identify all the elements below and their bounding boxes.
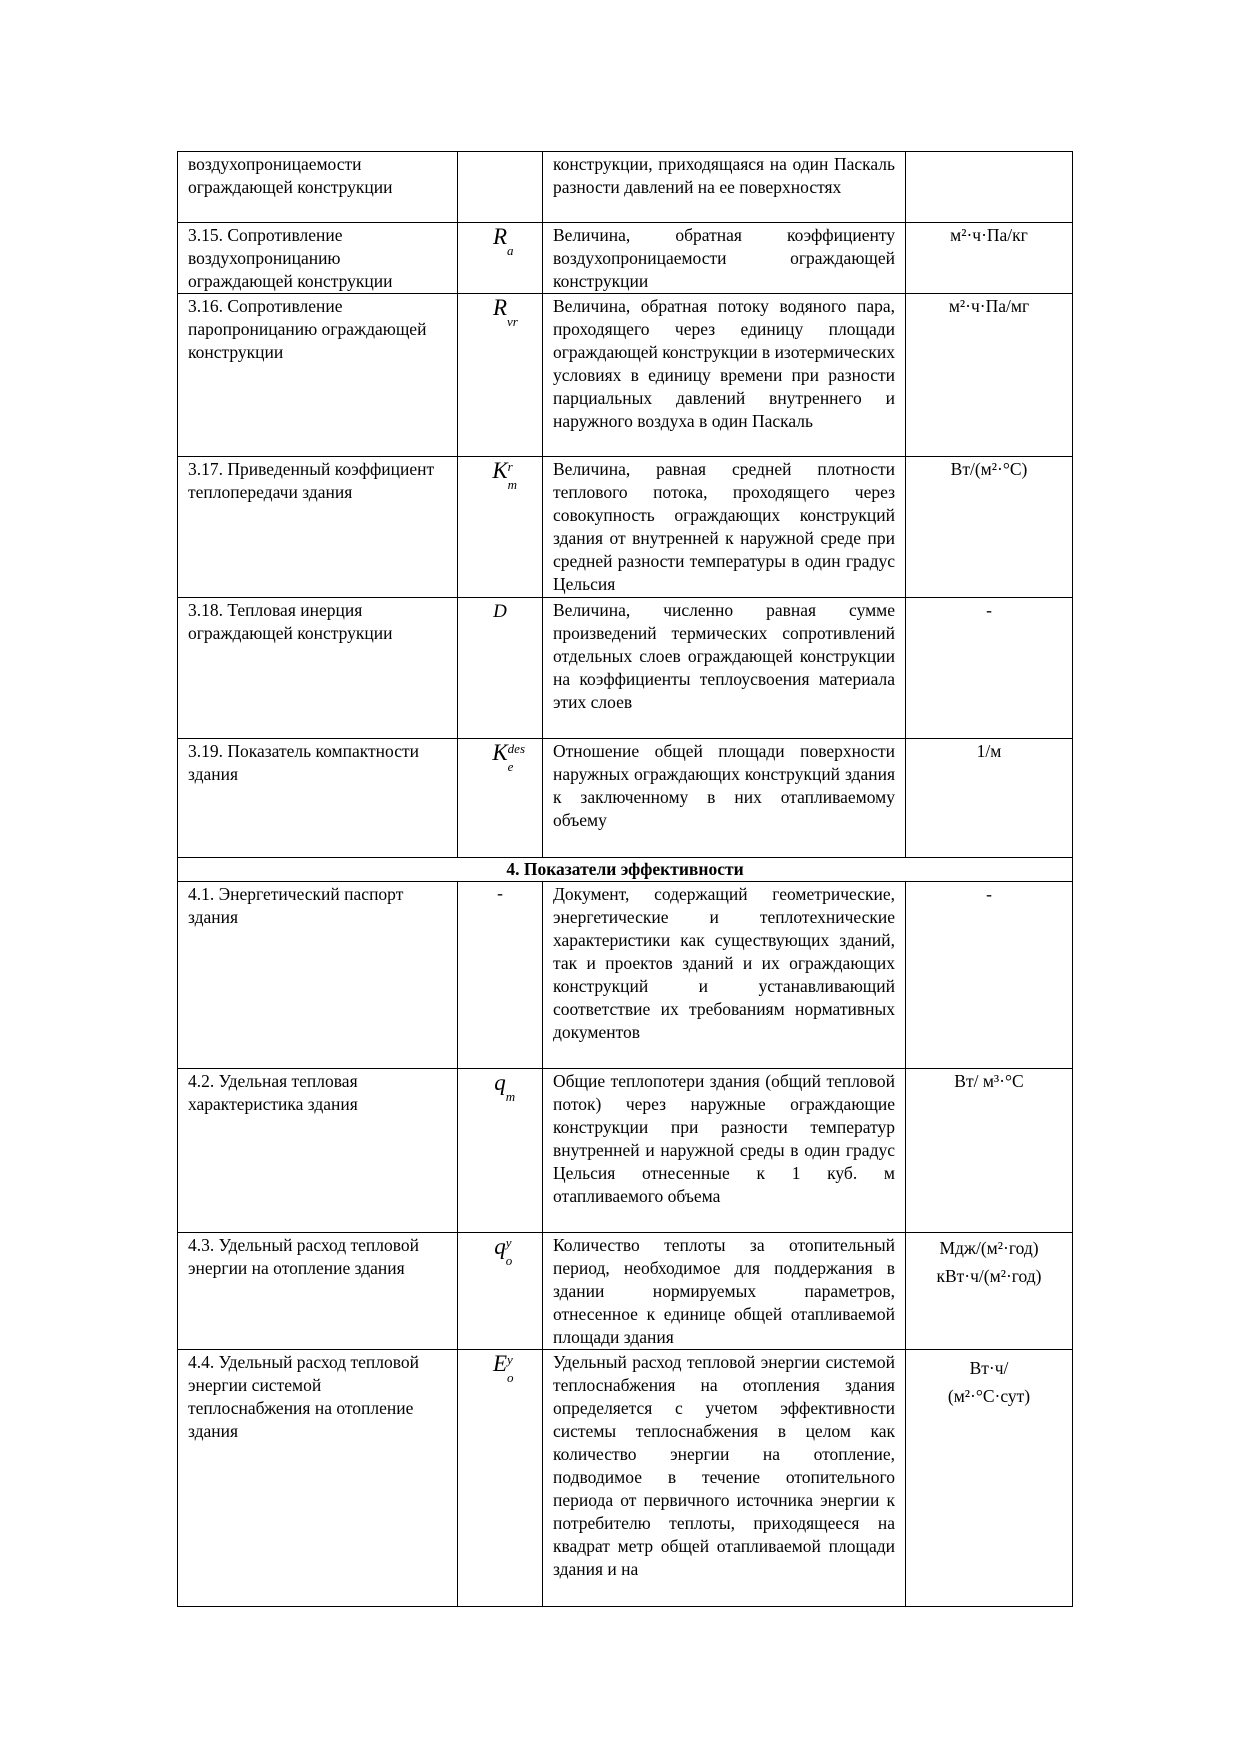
symbol-sub: vr — [507, 314, 518, 329]
term-cell: 3.17. Приведенный коэффициент теплопередачи здания — [178, 457, 458, 598]
term-cell: 3.19. Показатель компактности здания — [178, 739, 458, 858]
unit-line: кВт·ч/(м²·год) — [936, 1266, 1042, 1286]
definition-cell: Величина, обратная потоку водяного пара, проходящего через единицу площади ограждающей конструкции в изотермических условиях в единицу времени при разности парциальных давлений внутреннего и наружного воздуха в один Паскаль — [543, 294, 906, 457]
table-row — [178, 223, 1073, 294]
symbol-base: q — [494, 1234, 506, 1259]
symbol-sup: r — [507, 459, 513, 474]
symbol-cell — [458, 598, 543, 739]
definition-cell: Общие теплопотери здания (общий тепловой поток) через наружные ограждающие конструкции при разности температур внутренней и наружной среды в один градус Цельсия отнесенные к 1 куб. м отапливаемого объема — [543, 1069, 906, 1233]
unit-line: Мдж/(м²·год) — [939, 1238, 1039, 1258]
symbol-cell — [458, 152, 543, 223]
term-cell: 3.18. Тепловая инерция ограждающей конструкции — [178, 598, 458, 739]
symbol-cell: - — [458, 882, 543, 1069]
symbol-cell — [458, 1233, 543, 1350]
unit-cell: Вт/(м²·°С) — [906, 457, 1073, 598]
table-row — [178, 294, 1073, 457]
unit-cell: м²·ч·Па/мг — [906, 294, 1073, 457]
section-header-row — [178, 858, 1073, 882]
table-row — [178, 457, 1073, 598]
unit-cell: - — [906, 882, 1073, 1069]
symbol-sub: o — [507, 1370, 514, 1385]
symbol-base: E — [492, 1351, 508, 1376]
symbol — [492, 458, 518, 492]
symbol: D — [493, 601, 507, 622]
term-cell: 4.3. Удельный расход тепловой энергии на отопление здания — [178, 1233, 458, 1350]
symbol-cell — [458, 739, 543, 858]
table-row — [178, 882, 1073, 1069]
unit-cell — [906, 152, 1073, 223]
definition-cell: Удельный расход тепловой энергии системой теплоснабжения на отопления здания определяется с учетом эффективности системы теплоснабжения в целом как количество энергии на отопление, подводимое в течение отопительного периода от первичного источника энергии к потребителю теплоты, приходящееся на квадрат метр общей отапливаемой площади здания и на — [543, 1350, 906, 1607]
definition-cell: Документ, содержащий геометрические, энергетические и теплотехнические характеристики как существующих зданий, так и проектов зданий и их ограждающих конструкций и устанавливающий соответствие их требованиям нормативных документов — [543, 882, 906, 1069]
symbol-sub: o — [505, 1253, 513, 1268]
unit-line: (м²·°С·сут) — [947, 1386, 1031, 1406]
table-row — [178, 598, 1073, 739]
term-cell: 4.2. Удельная тепловая характеристика здания — [178, 1069, 458, 1233]
symbol — [492, 740, 526, 774]
table-row — [178, 1350, 1073, 1607]
symbol-sub: m — [507, 477, 518, 492]
symbol — [492, 224, 514, 258]
symbol-cell — [458, 294, 543, 457]
definition-cell: Количество теплоты за отопительный период, необходимое для поддержания в здании нормируемых параметров, отнесенное к единице общей отапливаемой площади здания — [543, 1233, 906, 1350]
unit-cell: - — [906, 598, 1073, 739]
symbol-sub: e — [507, 759, 514, 774]
unit-line: Вт·ч/ — [969, 1358, 1009, 1378]
definition-cell: Величина, равная средней плотности теплового потока, проходящего через совокупность ограждающих конструкций здания от внутренней к наружной среде при средней разности температуры в один градус Цельсия — [543, 457, 906, 598]
symbol-base: K — [492, 458, 508, 483]
definition-cell: Отношение общей площади поверхности наружных ограждающих конструкций здания к заключенному в них отапливаемому объему — [543, 739, 906, 858]
symbol-cell — [458, 457, 543, 598]
symbol — [492, 295, 518, 329]
symbol-cell — [458, 223, 543, 294]
term-cell: 4.4. Удельный расход тепловой энергии системой теплоснабжения на отопление здания — [178, 1350, 458, 1607]
symbol-base: K — [492, 740, 508, 765]
table-row — [178, 1233, 1073, 1350]
symbol-sub: m — [505, 1089, 516, 1104]
unit-cell — [906, 1233, 1073, 1350]
symbol — [492, 1351, 514, 1385]
term-cell: 3.16. Сопротивление паропроницанию ограждающей конструкции — [178, 294, 458, 457]
symbol-base: R — [492, 295, 508, 320]
symbol — [494, 1234, 513, 1268]
definition-cell: Величина, численно равная сумме произведений термических сопротивлений отдельных слоев ограждающей конструкции на коэффициенты теплоусвоения материала этих слоев — [543, 598, 906, 739]
definition-cell: конструкции, приходящаяся на один Паскаль разности давлений на ее поверхностях — [543, 152, 906, 223]
symbol — [494, 1070, 516, 1104]
unit-cell: Вт/ м³·°С — [906, 1069, 1073, 1233]
definitions-table — [177, 151, 1073, 1607]
table-row — [178, 739, 1073, 858]
term-cell: воздухопроницаемости ограждающей конструкции — [178, 152, 458, 223]
symbol-sup: y — [507, 1352, 513, 1367]
symbol-sub: a — [507, 243, 514, 258]
symbol-base: q — [494, 1070, 506, 1095]
definition-cell: Величина, обратная коэффициенту воздухопроницаемости ограждающей конструкции — [543, 223, 906, 294]
term-cell: 4.1. Энергетический паспорт здания — [178, 882, 458, 1069]
symbol-base: R — [492, 224, 508, 249]
unit-cell — [906, 1350, 1073, 1607]
symbol-sup: y — [505, 1235, 512, 1250]
table-row — [178, 1069, 1073, 1233]
unit-cell: м²·ч·Па/кг — [906, 223, 1073, 294]
symbol-sup: des — [507, 741, 526, 756]
section-title: 4. Показатели эффективности — [178, 858, 1073, 882]
symbol-cell — [458, 1350, 543, 1607]
symbol-cell — [458, 1069, 543, 1233]
table-row — [178, 152, 1073, 223]
unit-cell: 1/м — [906, 739, 1073, 858]
term-cell: 3.15. Сопротивление воздухопроницанию ограждающей конструкции — [178, 223, 458, 294]
